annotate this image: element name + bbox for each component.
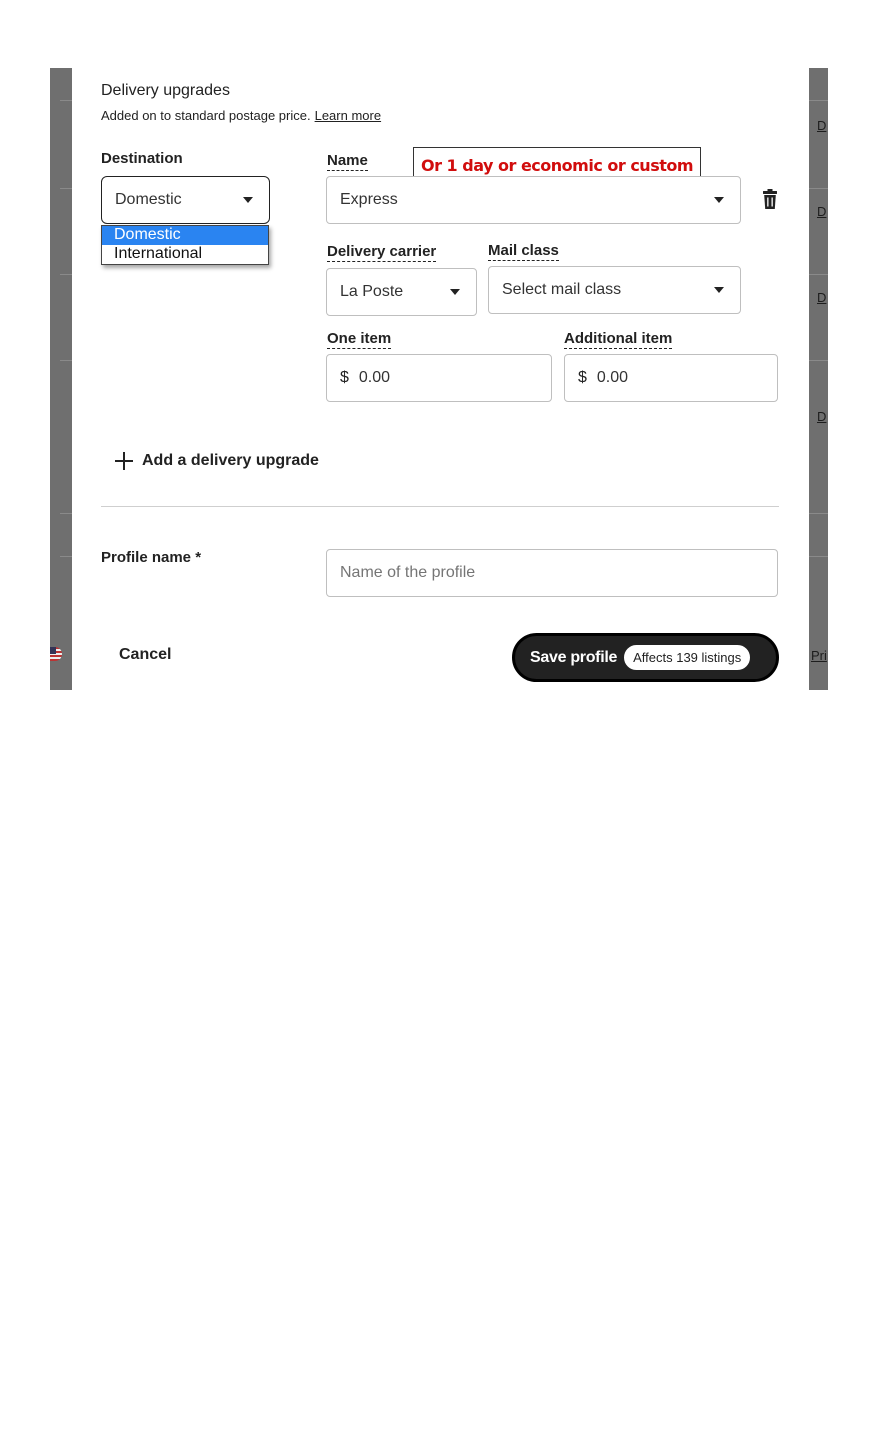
additional-item-value: 0.00 [596,369,629,386]
caret-down-icon [243,197,253,203]
currency-symbol: $ [578,369,587,386]
profile-name-label: Profile name * [101,549,202,566]
plus-icon [115,452,133,470]
one-item-price-input[interactable] [326,354,552,402]
caret-down-icon [714,287,724,293]
name-label: Name [327,152,368,169]
add-delivery-upgrade-label: Add a delivery upgrade [142,452,319,469]
background-link[interactable]: D [817,204,827,219]
background-link[interactable]: D [817,118,827,133]
one-item-label: One item [327,330,392,347]
destination-label: Destination [101,150,183,167]
background-link[interactable]: Pri [811,648,827,663]
additional-item-price-input[interactable] [564,354,778,402]
add-delivery-upgrade-button[interactable] [115,452,319,470]
delivery-profile-modal [72,68,809,690]
annotation-note: Or 1 day or economic or custom [413,147,701,183]
name-select[interactable] [326,176,741,224]
save-profile-button[interactable] [512,633,779,682]
one-item-value: 0.00 [358,369,391,386]
currency-symbol: $ [340,369,349,386]
background-link[interactable]: D [817,290,827,305]
additional-item-label: Additional item [564,330,673,347]
flag-icon [50,647,62,661]
destination-select[interactable] [101,176,270,224]
save-profile-label: Save profile [530,648,618,666]
section-divider [101,506,779,507]
background-link[interactable]: D [817,409,827,424]
cancel-button[interactable]: Cancel [119,646,172,663]
option-domestic[interactable]: Domestic [102,226,268,245]
profile-name-input[interactable] [326,549,778,597]
destination-dropdown [101,225,269,265]
section-subtitle [101,108,381,123]
delivery-carrier-select[interactable] [326,268,477,316]
section-title: Delivery upgrades [101,82,230,99]
affects-listings-badge: Affects 139 listings [623,644,751,671]
trash-icon[interactable] [763,189,777,209]
caret-down-icon [450,289,460,295]
carrier-value: La Poste [340,283,404,300]
delivery-carrier-label: Delivery carrier [327,243,437,260]
subtitle-text: Added on to standard postage price. [101,108,311,123]
option-international[interactable]: International [114,245,203,262]
mail-class-value: Select mail class [502,281,622,298]
learn-more-link[interactable]: Learn more [314,108,382,123]
mail-class-label: Mail class [488,242,559,259]
mail-class-select[interactable] [488,266,741,314]
destination-value: Domestic [115,191,182,208]
caret-down-icon [714,197,724,203]
name-value: Express [340,191,398,208]
